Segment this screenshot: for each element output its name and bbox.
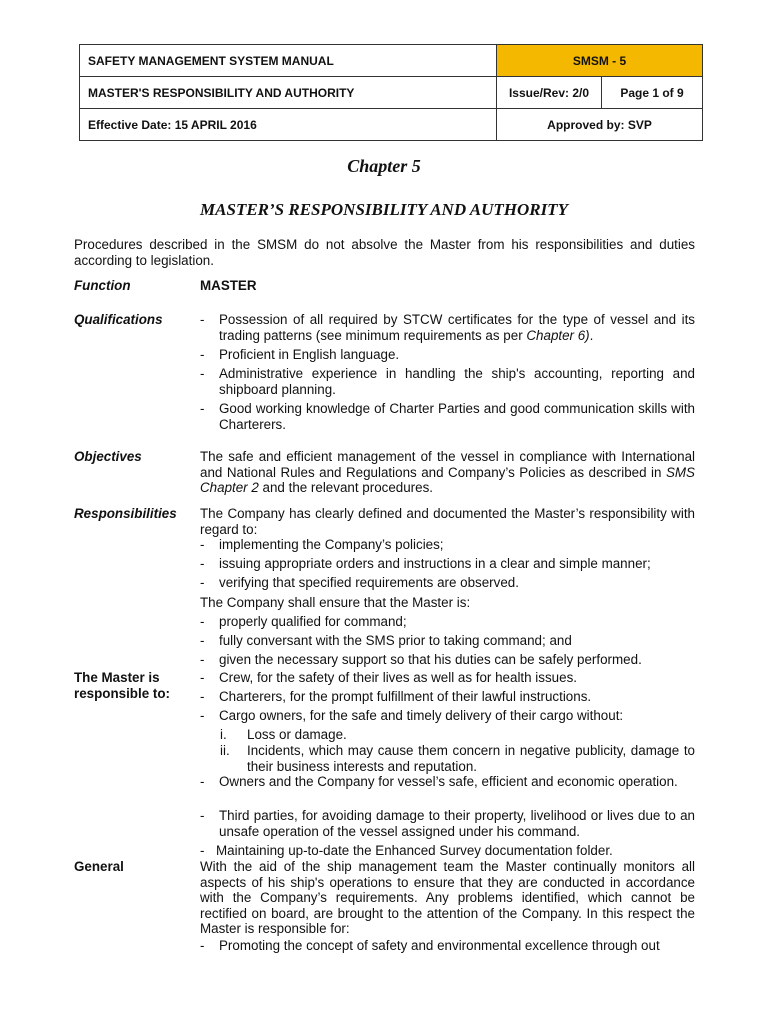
list-dash: -	[200, 808, 205, 823]
list-dash: -	[200, 652, 205, 667]
effective-date: Effective Date: 15 APRIL 2016	[80, 109, 497, 141]
ensure-item: given the necessary support so that his duties can be safely performed.	[219, 652, 642, 667]
ensure-intro: The Company shall ensure that the Master is:	[200, 595, 471, 610]
intro-paragraph: Procedures described in the SMSM do not absolve the Master from his responsibilities and duties according to legislation.	[74, 237, 695, 268]
list-dash: -	[200, 633, 205, 648]
objectives-text: The safe and efficient management of the vessel in compliance with International and National Rules and Regulations and Company’s Policies as described in SMS Chapter 2 and the relevant procedures.	[200, 449, 695, 495]
qualification-item: Proficient in English language.	[219, 347, 400, 362]
roman-item: Loss or damage.	[247, 727, 347, 742]
list-dash: -	[200, 938, 205, 953]
qualifications-label: Qualifications	[74, 312, 163, 327]
issue-rev: Issue/Rev: 2/0	[497, 77, 602, 109]
responsibility-item: implementing the Company’s policies;	[219, 537, 444, 552]
general-item: Promoting the concept of safety and environmental excellence through out	[219, 938, 660, 953]
page-title: MASTER’S RESPONSIBILITY AND AUTHORITY	[200, 200, 568, 219]
function-value: MASTER	[200, 278, 257, 293]
general-text: With the aid of the ship management team the Master continually monitors all aspects of his ship's operations to ensure that they are conducted in accordance with the Company’s requirements. Any problems identified, which cannot be rectified on board, are brought to the attention of the Company. In this respect the Master is responsible for:	[200, 859, 695, 936]
roman-numeral: i.	[220, 727, 227, 742]
approved-by: Approved by: SVP	[497, 109, 703, 141]
roman-item: Incidents, which may cause them concern in negative publicity, damage to their business interests and reputation.	[247, 743, 695, 774]
qualification-item: Administrative experience in handling the ship's accounting, reporting and shipboard planning.	[219, 366, 695, 397]
master-responsible-item: Cargo owners, for the safe and timely delivery of their cargo without:	[219, 708, 624, 723]
master-responsible-item: Crew, for the safety of their lives as well as for health issues.	[219, 670, 577, 685]
responsibility-item: issuing appropriate orders and instructions in a clear and simple manner;	[219, 556, 651, 571]
document-code: SMSM - 5	[497, 45, 703, 77]
master-responsible-label: The Master is responsible to:	[74, 670, 170, 701]
ensure-item: fully conversant with the SMS prior to taking command; and	[219, 633, 572, 648]
list-dash: -	[200, 575, 205, 590]
list-dash: -	[200, 614, 205, 629]
qualification-item: Possession of all required by STCW certificates for the type of vessel and its trading patterns (see minimum requirements as per Chapter 6).	[219, 312, 695, 343]
list-dash: -	[200, 401, 205, 416]
list-dash: -	[200, 689, 205, 704]
master-responsible-item: Owners and the Company for vessel’s safe, efficient and economic operation.	[219, 774, 678, 789]
list-dash: -	[200, 556, 205, 571]
responsibilities-intro: The Company has clearly defined and documented the Master’s responsibility with regard to:	[200, 506, 695, 537]
list-dash: -	[200, 774, 205, 789]
list-dash: -	[200, 312, 205, 327]
list-dash: -	[200, 347, 205, 362]
ensure-item: properly qualified for command;	[219, 614, 407, 629]
list-dash: -	[200, 537, 205, 552]
list-dash: -	[200, 708, 205, 723]
list-dash: -	[200, 366, 205, 381]
objectives-label: Objectives	[74, 449, 142, 464]
document-header-table	[79, 44, 703, 141]
master-responsible-item: Third parties, for avoiding damage to their property, livelihood or lives due to an unsafe operation of the vessel assigned under his command.	[219, 808, 695, 839]
responsibilities-label: Responsibilities	[74, 506, 177, 521]
responsibility-item: verifying that specified requirements are observed.	[219, 575, 519, 590]
manual-title: SAFETY MANAGEMENT SYSTEM MANUAL	[80, 45, 497, 77]
function-label: Function	[74, 278, 131, 293]
master-responsible-item: Maintaining up-to-date the Enhanced Survey documentation folder.	[216, 843, 613, 858]
list-dash: -	[200, 843, 205, 858]
qualification-item: Good working knowledge of Charter Parties and good communication skills with Charterers.	[219, 401, 695, 432]
roman-numeral: ii.	[220, 743, 230, 758]
chapter-heading: Chapter 5	[347, 156, 421, 176]
master-responsible-item: Charterers, for the prompt fulfillment of their lawful instructions.	[219, 689, 592, 704]
list-dash: -	[200, 670, 205, 685]
section-title: MASTER'S RESPONSIBILITY AND AUTHORITY	[80, 77, 497, 109]
page-number: Page 1 of 9	[602, 77, 703, 109]
general-label: General	[74, 859, 124, 874]
